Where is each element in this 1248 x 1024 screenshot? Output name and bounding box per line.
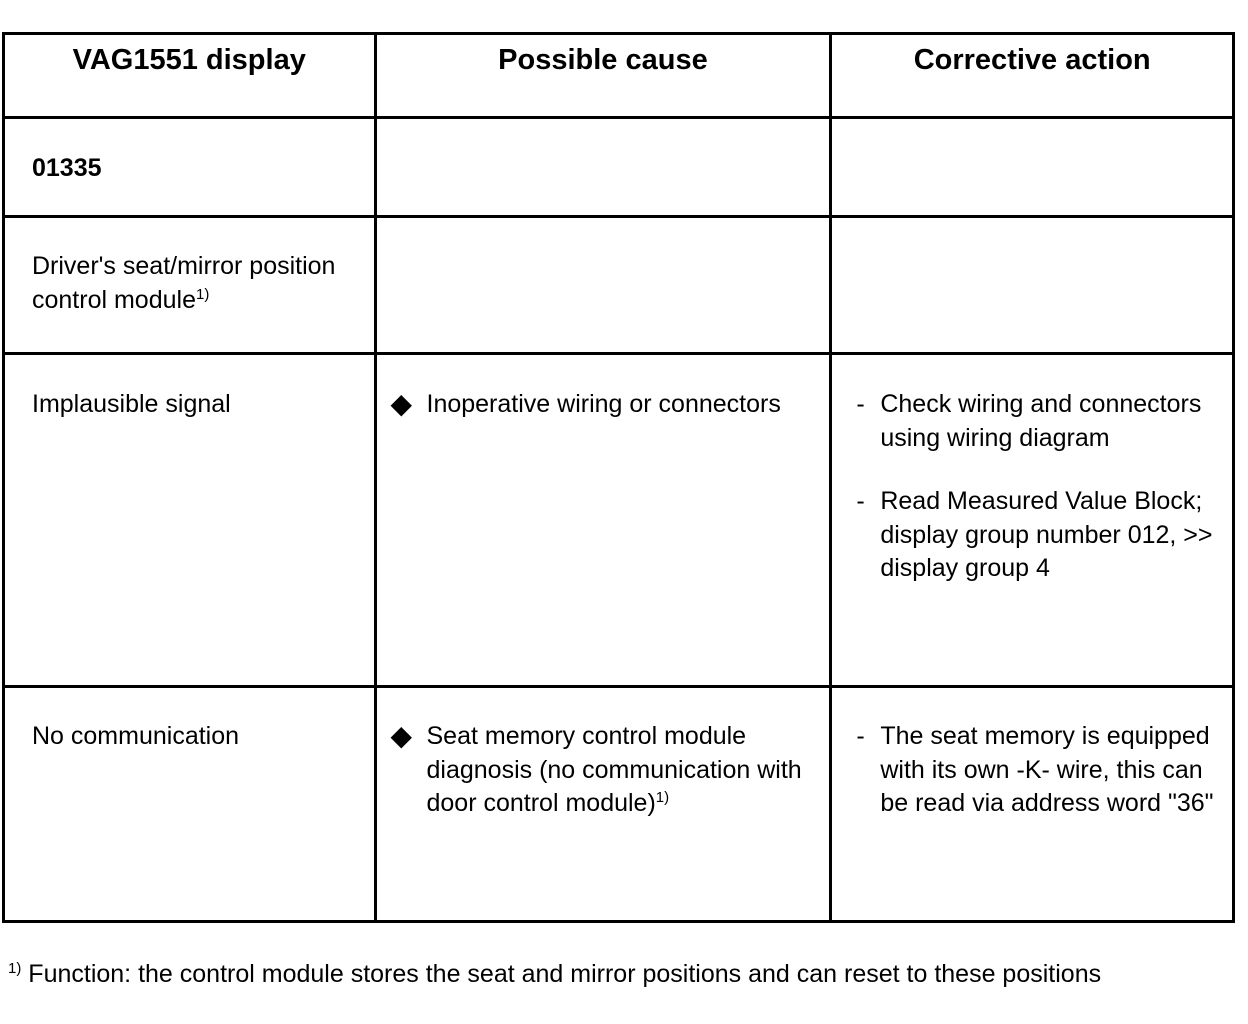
display-text: Implausible signal — [32, 390, 231, 418]
table-row — [4, 354, 1234, 687]
table-row — [4, 687, 1234, 922]
footnote-ref: 1) — [195, 285, 210, 303]
action-list — [832, 355, 1232, 586]
action-item — [856, 485, 1222, 586]
header-display: VAG1551 display — [4, 34, 376, 118]
fault-code: 01335 — [32, 154, 102, 182]
dash-bullet: - — [856, 722, 865, 750]
empty-cell — [831, 118, 1234, 217]
action-item — [856, 720, 1222, 821]
header-row — [4, 34, 1234, 118]
module-line-2: control module — [32, 285, 196, 314]
diamond-bullet-icon: ◆ — [390, 388, 413, 419]
empty-cell — [375, 217, 831, 354]
cause-text: Seat memory control module diagnosis (no communication with door control module) — [426, 722, 802, 817]
empty-cell — [831, 217, 1234, 354]
footnote-text: Function: the control module stores the seat and mirror positions and can reset to these positions — [28, 960, 1102, 988]
cause-text: Inoperative wiring or connectors — [426, 390, 781, 418]
dash-bullet: - — [856, 487, 865, 515]
module-row — [4, 217, 1234, 354]
header-action: Corrective action — [831, 34, 1234, 118]
cause-item — [377, 355, 830, 422]
display-text: No communication — [32, 722, 240, 750]
action-item — [856, 388, 1222, 455]
module-name — [5, 218, 374, 317]
footnote-ref: 1) — [655, 789, 670, 806]
footnote — [8, 958, 1208, 991]
empty-cell — [375, 118, 831, 217]
code-row — [4, 118, 1234, 217]
module-line-1: Driver's seat/mirror position — [32, 252, 336, 280]
fault-code-table — [2, 32, 1235, 923]
action-text: The seat memory is equipped with its own -K- wire, this can be read via address word "36" — [880, 722, 1214, 817]
dash-bullet: - — [856, 390, 865, 418]
action-text: Check wiring and connectors using wiring diagram — [880, 390, 1202, 452]
diamond-bullet-icon: ◆ — [390, 720, 413, 751]
action-text: Read Measured Value Block; display group number 012, >> display group 4 — [880, 487, 1213, 582]
header-cause: Possible cause — [375, 34, 831, 118]
footnote-mark: 1) — [8, 960, 22, 977]
cause-item — [377, 688, 830, 821]
action-list — [832, 688, 1232, 821]
